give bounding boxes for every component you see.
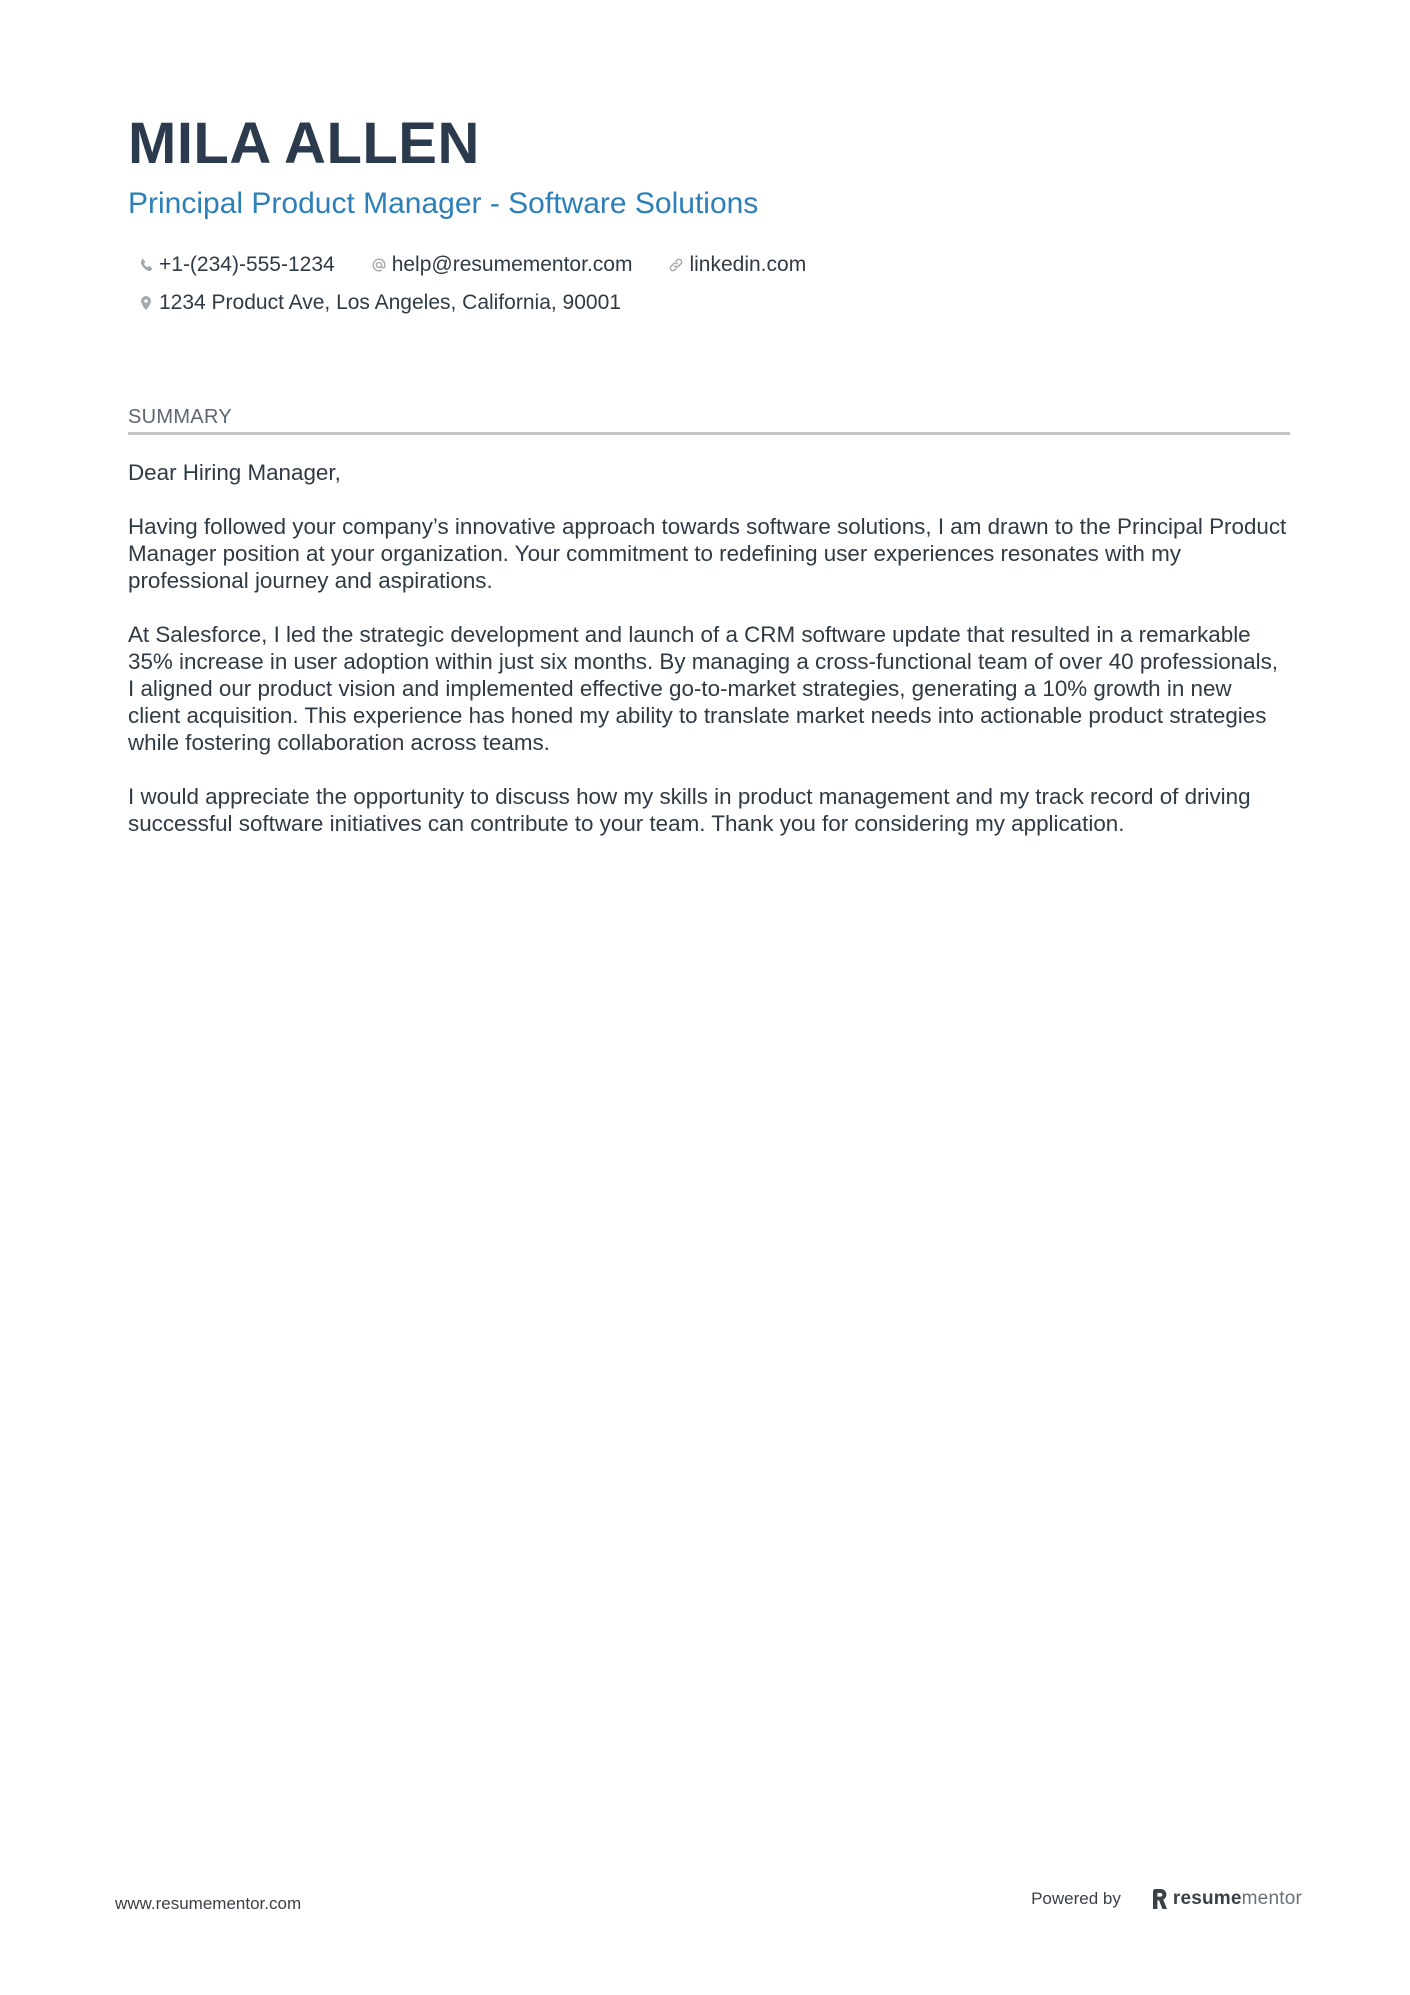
cover-letter-body (128, 459, 1290, 837)
email-contact (361, 246, 633, 284)
address-text: 1234 Product Ave, Los Angeles, California, 90001 (159, 291, 621, 314)
contact-row-1 (128, 246, 1290, 284)
phone-icon (136, 255, 156, 275)
letter-paragraph-1: Having followed your company’s innovative approach towards software solutions, I am drawn to the Principal Product Manager position at your organization. Your commitment to redefining user experiences resonates with my professional journey and aspirations. (128, 514, 1287, 593)
summary-section-title: SUMMARY (128, 404, 1290, 435)
brand-logo[interactable] (1151, 1888, 1302, 1910)
contact-info (128, 246, 1290, 322)
link-text: linkedin.com (689, 253, 807, 276)
link-contact (658, 246, 806, 284)
phone-contact (128, 246, 335, 284)
footer-website[interactable]: www.resumementor.com (115, 1894, 302, 1913)
email-text: help@resumementor.com (391, 253, 633, 276)
letter-paragraph-2: At Salesforce, I led the strategic development and launch of a CRM software update that resulted in a remarkable 35% increase in user adoption within just six months. By managing a cross-functional team of over 40 professionals, I aligned our product vision and implemented effective go-to-market strategies, generating a 10% growth in new client acquisition. This experience has honed my ability to translate market needs into actionable product strategies while fostering collaboration across teams. (128, 622, 1278, 755)
powered-by-text: Powered by (1031, 1889, 1121, 1908)
at-icon (369, 255, 389, 275)
job-title: Principal Product Manager - Software Solutions (128, 187, 759, 220)
letter-greeting: Dear Hiring Manager, (128, 460, 341, 485)
candidate-name: MILA ALLEN (128, 111, 480, 176)
resume-page (128, 108, 1290, 864)
brand-mark-icon (1151, 1888, 1169, 1910)
address-contact (128, 284, 621, 322)
brand-name-light: mentor (1241, 1888, 1302, 1909)
letter-paragraph-3: I would appreciate the opportunity to discuss how my skills in product management and my track record of driving successful software initiatives can contribute to your team. Thank you for considering my application. (128, 784, 1251, 836)
location-pin-icon (136, 293, 156, 313)
link-icon (666, 255, 686, 275)
phone-text: +1-(234)-555-1234 (159, 253, 335, 276)
brand-name-strong: resume (1172, 1888, 1242, 1909)
footer-branding (1031, 1888, 1302, 1910)
contact-row-2 (128, 284, 1290, 322)
